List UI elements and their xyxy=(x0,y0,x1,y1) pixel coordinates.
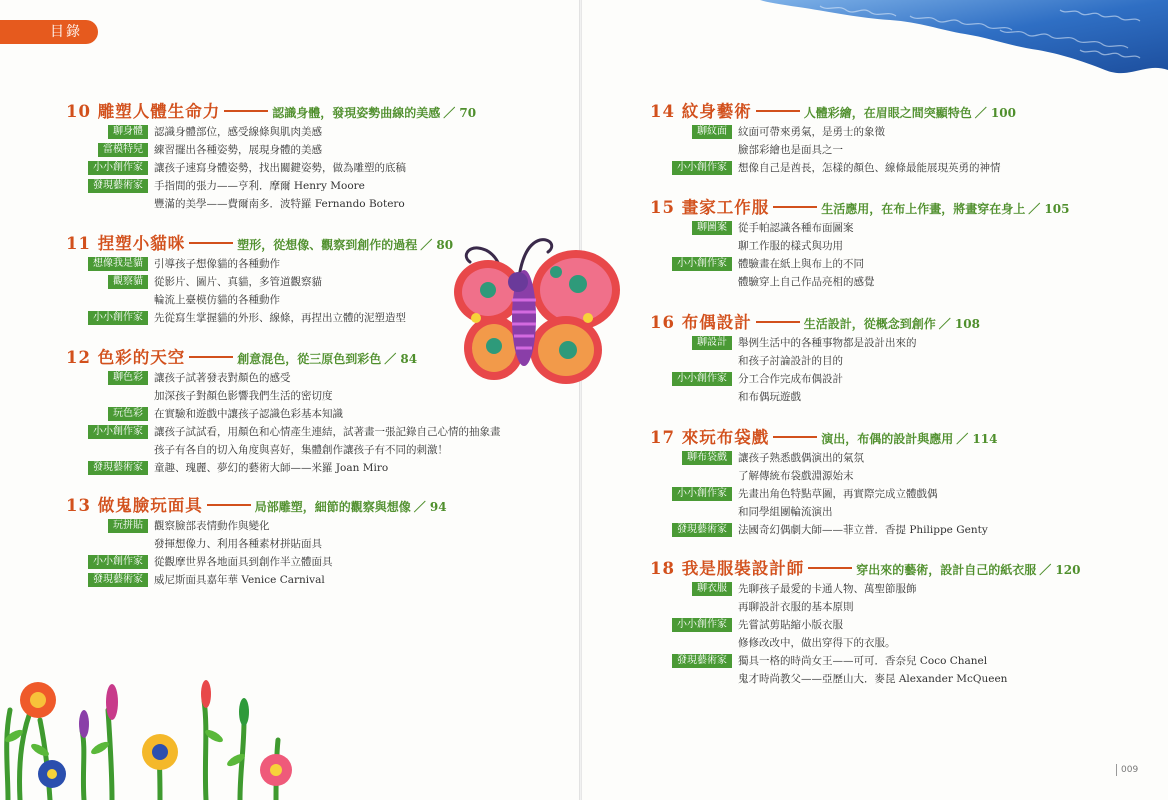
chapter-rows xyxy=(650,219,1069,291)
tag-column xyxy=(66,273,154,289)
chapter-page-number: ／ 94 xyxy=(413,500,447,514)
row-text: 從影片、圖片、真貓，多管道觀察貓 xyxy=(154,276,322,288)
section-tag: 小小創作家 xyxy=(88,311,148,325)
chapter-title: 10 雕塑人體生命力 xyxy=(66,102,221,121)
row-text: 體驗穿上自己作品亮相的感覺 xyxy=(738,276,875,288)
row-text: 讓孩子速寫身體姿勢，找出關鍵姿勢，做為雕塑的底稿 xyxy=(154,162,406,174)
section-tag: 發現藝術家 xyxy=(88,573,148,587)
chapter-page-number: ／ 108 xyxy=(938,317,980,331)
toc-row xyxy=(66,291,453,309)
section-tag: 聊身體 xyxy=(108,125,148,139)
toc-label: 目錄 xyxy=(50,24,82,40)
chapter-title: 11 捏塑小貓咪 xyxy=(66,234,186,253)
row-text: 威尼斯面具嘉年華 Venice Carnival xyxy=(154,574,325,586)
row-text: 從觀摩世界各地面具到創作半立體面具 xyxy=(154,556,333,568)
row-text: 讓孩子熟悉戲偶演出的氣氛 xyxy=(738,452,864,464)
toc-chapter[interactable] xyxy=(66,492,447,589)
toc-row xyxy=(650,616,1080,634)
title-dash-divider xyxy=(808,567,852,569)
row-text: 獨具一格的時尚女王——可可．香奈兒 Coco Chanel xyxy=(738,655,988,667)
row-text: 童趣、瑰麗、夢幻的藝術大師——米羅 Joan Miro xyxy=(154,462,389,474)
chapter-subtitle: 生活應用，在布上作畫，將畫穿在身上 xyxy=(821,202,1026,216)
toc-row xyxy=(66,517,447,535)
section-tag: 小小創作家 xyxy=(88,161,148,175)
section-tag: 聊設計 xyxy=(692,336,732,350)
tag-column xyxy=(650,521,738,537)
toc-row xyxy=(66,571,447,589)
row-text: 聊工作服的樣式與功用 xyxy=(738,240,843,252)
row-text: 孩子有各自的切入角度與喜好，集體創作讓孩子有不同的刺激！ xyxy=(154,444,448,456)
toc-chapter[interactable] xyxy=(650,309,980,406)
chapter-heading[interactable] xyxy=(650,309,980,331)
section-tag: 想像我是貓 xyxy=(88,257,148,271)
toc-row xyxy=(66,141,476,159)
chapter-page-number: ／ 120 xyxy=(1039,563,1081,577)
toc-row xyxy=(650,521,997,539)
chapter-title: 17 來玩布袋戲 xyxy=(650,428,770,447)
chapter-heading[interactable] xyxy=(650,98,1016,120)
toc-row xyxy=(650,652,1080,670)
toc-row xyxy=(66,123,476,141)
section-tag: 小小創作家 xyxy=(672,257,732,271)
toc-row xyxy=(66,195,476,213)
toc-chapter[interactable] xyxy=(66,344,501,477)
toc-row xyxy=(650,159,1016,177)
tag-column xyxy=(650,652,738,668)
chapter-heading[interactable] xyxy=(66,98,476,120)
tag-column xyxy=(66,159,154,175)
section-tag: 玩色彩 xyxy=(108,407,148,421)
title-dash-divider xyxy=(207,504,251,506)
flowers-illustration xyxy=(0,640,310,800)
section-tag: 發現藝術家 xyxy=(88,179,148,193)
toc-row xyxy=(650,449,997,467)
chapter-heading[interactable] xyxy=(66,344,501,366)
tag-column xyxy=(650,370,738,386)
chapter-page-number: ／ 105 xyxy=(1028,202,1070,216)
title-dash-divider xyxy=(756,110,800,112)
section-tag: 發現藝術家 xyxy=(88,461,148,475)
toc-row xyxy=(66,387,501,405)
toc-row xyxy=(650,334,980,352)
row-text: 加深孩子對顏色影響我們生活的密切度 xyxy=(154,390,333,402)
title-dash-divider xyxy=(773,206,817,208)
page-gutter xyxy=(579,0,582,800)
chapter-heading[interactable] xyxy=(66,230,453,252)
chapter-title: 15 畫家工作服 xyxy=(650,198,770,217)
toc-row xyxy=(66,255,453,273)
tag-column xyxy=(650,255,738,271)
tag-column xyxy=(650,449,738,465)
toc-chapter[interactable] xyxy=(66,230,453,327)
chapter-subtitle: 穿出來的藝術，設計自己的紙衣服 xyxy=(856,563,1037,577)
chapter-rows xyxy=(66,369,501,477)
row-text: 先聊孩子最愛的卡通人物、萬聖節服飾 xyxy=(738,583,917,595)
section-tag: 玩拼貼 xyxy=(108,519,148,533)
toc-row xyxy=(66,459,501,477)
toc-row xyxy=(66,159,476,177)
chapter-subtitle: 演出，布偶的設計與應用 xyxy=(821,432,954,446)
row-text: 分工合作完成布偶設計 xyxy=(738,373,843,385)
chapter-rows xyxy=(650,123,1016,177)
toc-chapter[interactable] xyxy=(650,424,997,539)
row-text: 引導孩子想像貓的各種動作 xyxy=(154,258,280,270)
title-dash-divider xyxy=(756,321,800,323)
row-text: 從手帕認識各種布面圖案 xyxy=(738,222,854,234)
tag-column xyxy=(66,141,154,157)
toc-row xyxy=(650,237,1069,255)
row-text: 和孩子討論設計的目的 xyxy=(738,355,843,367)
toc-row xyxy=(650,388,980,406)
tag-column xyxy=(66,459,154,475)
section-tag: 小小創作家 xyxy=(672,487,732,501)
chapter-subtitle: 人體彩繪，在眉眼之間突顯特色 xyxy=(803,106,972,120)
tag-column xyxy=(66,571,154,587)
section-tag: 觀察貓 xyxy=(108,275,148,289)
toc-row xyxy=(650,352,980,370)
tag-column xyxy=(66,309,154,325)
row-text: 練習擺出各種姿勢，展現身體的美感 xyxy=(154,144,322,156)
chapter-page-number: ／ 80 xyxy=(420,238,454,252)
toc-chapter[interactable] xyxy=(66,98,476,213)
row-text: 認識身體部位，感受線條與肌肉美感 xyxy=(154,126,322,138)
section-tag: 小小創作家 xyxy=(672,618,732,632)
toc-row xyxy=(650,370,980,388)
toc-row xyxy=(66,369,501,387)
chapter-subtitle: 生活設計，從概念到創作 xyxy=(803,317,936,331)
section-tag: 當模特兒 xyxy=(98,143,148,157)
row-text: 和布偶玩遊戲 xyxy=(738,391,801,403)
toc-row xyxy=(66,441,501,459)
chapter-title: 14 紋身藝術 xyxy=(650,102,752,121)
toc-row xyxy=(650,219,1069,237)
row-text: 先畫出角色特點草圖，再實際完成立體戲偶 xyxy=(738,488,938,500)
blue-paint-illustration xyxy=(760,0,1168,82)
row-text: 讓孩子試著發表對顏色的感受 xyxy=(154,372,291,384)
tag-column xyxy=(650,334,738,350)
row-text: 臉部彩繪也是面具之一 xyxy=(738,144,843,156)
toc-row xyxy=(650,485,997,503)
section-tag: 聊色彩 xyxy=(108,371,148,385)
tag-column xyxy=(66,369,154,385)
chapter-rows xyxy=(66,123,476,213)
toc-row xyxy=(650,670,1080,688)
toc-row xyxy=(66,273,453,291)
chapter-title: 18 我是服裝設計師 xyxy=(650,559,805,578)
tag-column xyxy=(66,405,154,421)
toc-row xyxy=(650,598,1080,616)
page-number: 009 xyxy=(1116,764,1138,776)
row-text: 法國奇幻偶劇大師——菲立普．香提 Philippe Genty xyxy=(738,524,988,536)
chapter-page-number: ／ 114 xyxy=(956,432,998,446)
toc-chapter[interactable] xyxy=(650,98,1016,177)
row-text: 在實驗和遊戲中讓孩子認識色彩基本知識 xyxy=(154,408,343,420)
section-tag: 聊布袋戲 xyxy=(682,451,732,465)
tag-column xyxy=(66,423,154,439)
row-text: 了解傳統布袋戲淵源始末 xyxy=(738,470,854,482)
section-tag: 發現藝術家 xyxy=(672,523,732,537)
tag-column xyxy=(66,123,154,139)
chapter-title: 12 色彩的天空 xyxy=(66,348,186,367)
chapter-title: 13 做鬼臉玩面具 xyxy=(66,496,203,515)
row-text: 豐滿的美學——費爾南多．波特羅 Fernando Botero xyxy=(154,198,405,210)
chapter-subtitle: 認識身體，發現姿勢曲線的美感 xyxy=(272,106,441,120)
tag-column xyxy=(66,553,154,569)
toc-row xyxy=(66,405,501,423)
toc-row xyxy=(66,423,501,441)
chapter-rows xyxy=(66,255,453,327)
toc-chapter[interactable] xyxy=(650,194,1069,291)
toc-row xyxy=(650,467,997,485)
title-dash-divider xyxy=(224,110,268,112)
toc-row xyxy=(650,503,997,521)
tag-column xyxy=(66,517,154,533)
toc-row xyxy=(66,177,476,195)
toc-row xyxy=(66,309,453,327)
chapter-subtitle: 局部雕塑，細節的觀察與想像 xyxy=(254,500,411,514)
chapter-heading[interactable] xyxy=(650,555,1080,577)
row-text: 先嘗試剪貼縮小版衣服 xyxy=(738,619,843,631)
toc-chapter[interactable] xyxy=(650,555,1080,688)
section-tag: 聊圖案 xyxy=(692,221,732,235)
row-text: 修修改改中，做出穿得下的衣服。 xyxy=(738,637,896,649)
row-text: 鬼才時尚教父——亞歷山大．麥昆 Alexander McQueen xyxy=(738,673,1008,685)
section-tag: 小小創作家 xyxy=(88,555,148,569)
row-text: 讓孩子試試看，用顏色和心情產生連結，試著畫一張記錄自己心情的抽象畫 xyxy=(154,426,501,438)
chapter-page-number: ／ 70 xyxy=(443,106,477,120)
row-text: 再聊設計衣服的基本原則 xyxy=(738,601,854,613)
row-text: 紋面可帶來勇氣，是勇士的象徵 xyxy=(738,126,885,138)
chapter-rows xyxy=(650,580,1080,688)
chapter-heading[interactable] xyxy=(650,194,1069,216)
row-text: 舉例生活中的各種事物都是設計出來的 xyxy=(738,337,917,349)
toc-row xyxy=(650,123,1016,141)
section-tag: 小小創作家 xyxy=(672,372,732,386)
row-text: 先從寫生掌握貓的外形、線條，再捏出立體的泥塑造型 xyxy=(154,312,406,324)
tag-column xyxy=(650,580,738,596)
toc-row xyxy=(650,273,1069,291)
title-dash-divider xyxy=(773,436,817,438)
section-tag: 聊衣服 xyxy=(692,582,732,596)
section-tag: 發現藝術家 xyxy=(672,654,732,668)
chapter-title: 16 布偶設計 xyxy=(650,313,752,332)
title-dash-divider xyxy=(189,242,233,244)
toc-row xyxy=(650,580,1080,598)
toc-row xyxy=(66,553,447,571)
chapter-rows xyxy=(650,449,997,539)
toc-tab xyxy=(0,20,98,44)
toc-row xyxy=(650,634,1080,652)
row-text: 和同學組團輪流演出 xyxy=(738,506,833,518)
row-text: 手指間的張力——亨利．摩爾 Henry Moore xyxy=(154,180,365,192)
tag-column xyxy=(650,123,738,139)
chapter-heading[interactable] xyxy=(650,424,997,446)
tag-column xyxy=(650,485,738,501)
tag-column xyxy=(650,159,738,175)
chapter-page-number: ／ 84 xyxy=(384,352,418,366)
section-tag: 小小創作家 xyxy=(672,161,732,175)
toc-row xyxy=(66,535,447,553)
row-text: 輪流上臺模仿貓的各種動作 xyxy=(154,294,280,306)
chapter-page-number: ／ 100 xyxy=(974,106,1016,120)
section-tag: 聊紋面 xyxy=(692,125,732,139)
row-text: 想像自己是酋長，怎樣的顏色、線條最能展現英勇的神情 xyxy=(738,162,1001,174)
chapter-rows xyxy=(66,517,447,589)
chapter-heading[interactable] xyxy=(66,492,447,514)
chapter-subtitle: 塑形，從想像、觀察到創作的過程 xyxy=(237,238,418,252)
tag-column xyxy=(650,616,738,632)
toc-row xyxy=(650,141,1016,159)
tag-column xyxy=(66,177,154,193)
row-text: 觀察臉部表情動作與變化 xyxy=(154,520,270,532)
chapter-rows xyxy=(650,334,980,406)
toc-row xyxy=(650,255,1069,273)
chapter-subtitle: 創意混色，從三原色到彩色 xyxy=(237,352,382,366)
row-text: 發揮想像力、利用各種素材拼貼面具 xyxy=(154,538,322,550)
section-tag: 小小創作家 xyxy=(88,425,148,439)
row-text: 體驗畫在紙上與布上的不同 xyxy=(738,258,864,270)
tag-column xyxy=(650,219,738,235)
tag-column xyxy=(66,255,154,271)
title-dash-divider xyxy=(189,356,233,358)
